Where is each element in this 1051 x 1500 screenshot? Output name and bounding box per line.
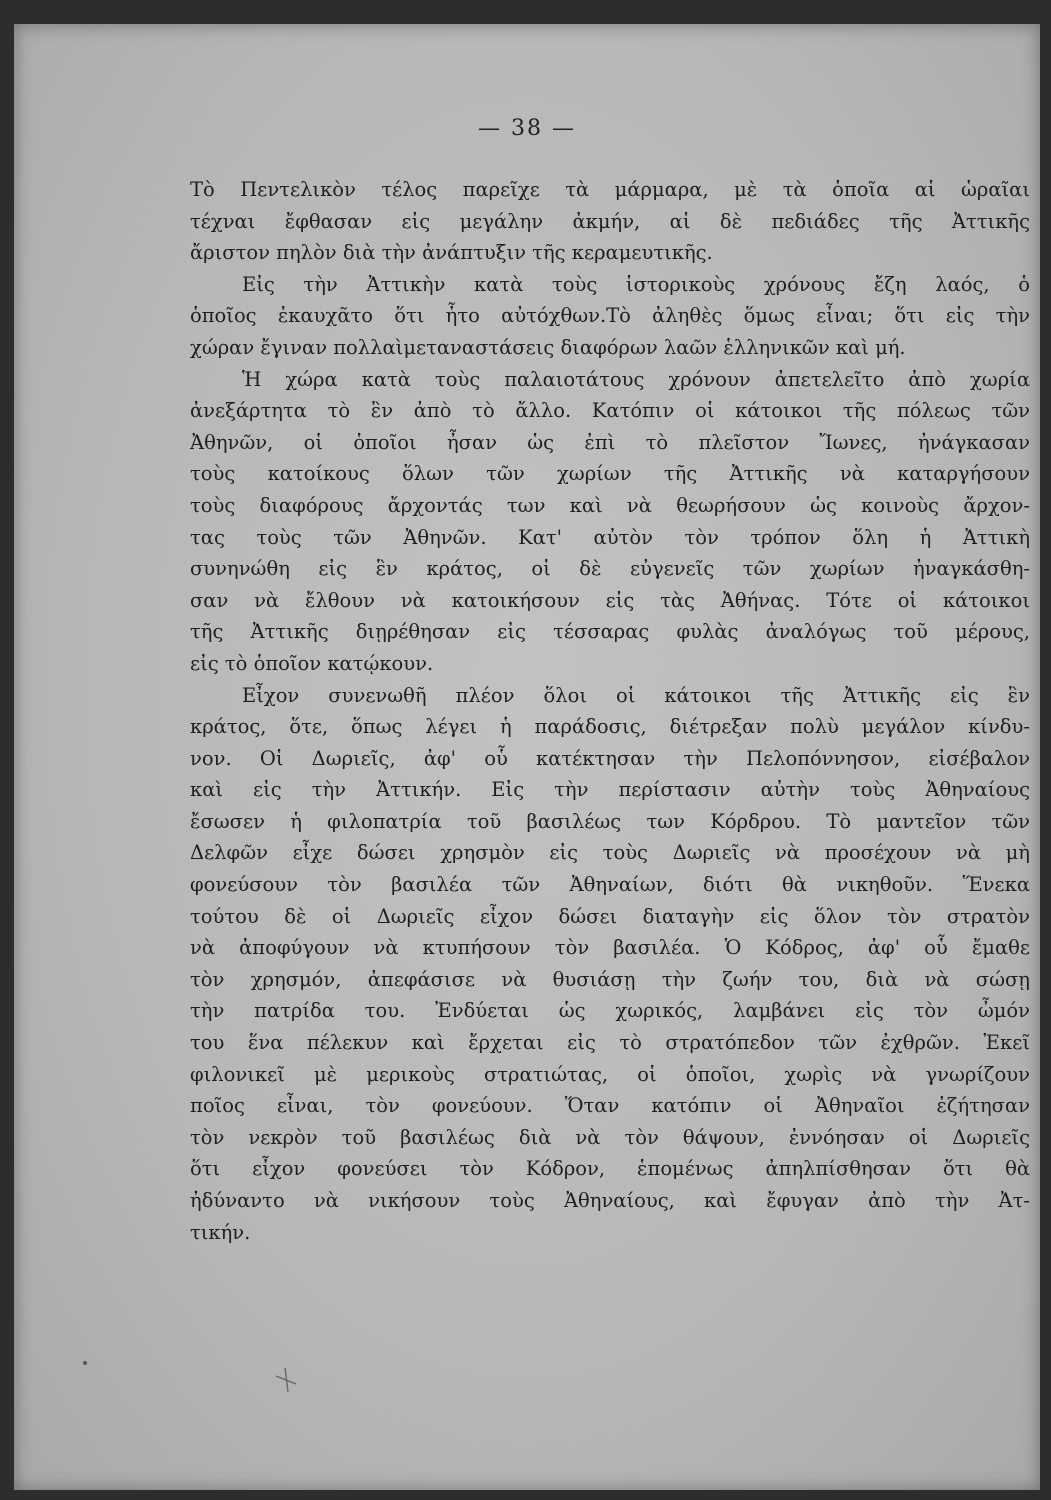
text-line: τούτου δὲ οἱ Δωριεῖς εἶχον δώσει διαταγὴν εἰς ὅλον τὸν στρατὸν — [190, 904, 1030, 928]
body-text — [190, 174, 1030, 1248]
text-line: τας τοὺς τῶν Ἀθηνῶν. Κατ' αὐτὸν τὸν τρόπον ὅλη ἡ Ἀττικὴ — [190, 525, 1030, 549]
text-line: τοὺς διαφόρους ἄρχοντάς των καὶ νὰ θεωρήσουν ὡς κοινοὺς ἄρχον- — [190, 493, 1030, 517]
text-line: Ἀθηνῶν, οἱ ὁποῖοι ἦσαν ὡς ἐπὶ τὸ πλεῖστον Ἴωνες, ἠνάγκασαν — [190, 430, 1030, 454]
text-line: ἄριστον πηλὸν διὰ τὴν ἀνάπτυξιν τῆς κεραμευτικῆς. — [190, 241, 713, 265]
text-line: κράτος, ὅτε, ὅπως λέγει ἡ παράδοσις, διέτρεξαν πολὺ μεγάλον κίνδυ- — [190, 715, 1030, 739]
text-line: του ἕνα πέλεκυν καὶ ἔρχεται εἰς τὸ στρατόπεδον τῶν ἐχθρῶν. Ἐκεῖ — [190, 1031, 1030, 1055]
text-line: τὸν νεκρὸν τοῦ βασιλέως διὰ νὰ τὸν θάψουν, ἐννόησαν οἱ Δωριεῖς — [190, 1125, 1030, 1149]
text-line: Δελφῶν εἶχε δώσει χρησμὸν εἰς τοὺς Δωριεῖς νὰ προσέχουν νὰ μὴ — [190, 841, 1030, 865]
text-line: τοὺς κατοίκους ὅλων τῶν χωρίων τῆς Ἀττικῆς νὰ καταργήσουν — [190, 462, 1030, 486]
text-line: τῆς Ἀττικῆς διῃρέθησαν εἰς τέσσαρας φυλὰς ἀναλόγως τοῦ μέρους, — [190, 620, 1030, 644]
text-line: ποῖος εἶναι, τὸν φονεύουν. Ὅταν κατόπιν οἱ Ἀθηναῖοι ἐζήτησαν — [190, 1094, 1030, 1118]
text-line: ἔσωσεν ἡ φιλοπατρία τοῦ βασιλέως των Κόρδρου. Τὸ μαντεῖον τῶν — [190, 809, 1030, 833]
page-number: — 38 — — [478, 116, 576, 141]
text-line: χώραν ἔγιναν πολλαὶμεταναστάσεις διαφόρων λαῶν ἑλληνικῶν καὶ μή. — [190, 335, 906, 359]
text-line: ἀνεξάρτητα τὸ ἓν ἀπὸ τὸ ἄλλο. Κατόπιν οἱ κάτοικοι τῆς πόλεως τῶν — [190, 399, 1030, 423]
handwritten-cross-mark-icon — [270, 1364, 300, 1394]
text-line: φονεύσουν τὸν βασιλέα τῶν Ἀθηναίων, διότι θὰ νικηθοῦν. Ἕνεκα — [190, 873, 1030, 897]
text-line: συνηνώθη εἰς ἓν κράτος, οἱ δὲ εὐγενεῖς τῶν χωρίων ἠναγκάσθη- — [190, 557, 1030, 581]
text-line: Τὸ Πεντελικὸν τέλος παρεῖχε τὰ μάρμαρα, μὲ τὰ ὁποῖα αἱ ὡραῖαι — [190, 178, 1030, 201]
text-line: τὴν πατρίδα του. Ἐνδύεται ὡς χωρικός, λαμβάνει εἰς τὸν ὦμόν — [190, 999, 1030, 1023]
text-line: νὰ ἀποφύγουν νὰ κτυπήσουν τὸν βασιλέα. Ὁ Κόδρος, ἀφ' οὗ ἔμαθε — [190, 936, 1030, 960]
book-page — [14, 24, 1040, 1490]
text-line: φιλονικεῖ μὲ μερικοὺς στρατιώτας, οἱ ὁποῖοι, χωρὶς νὰ γνωρίζουν — [190, 1062, 1030, 1086]
text-line: ὅτι εἶχον φονεύσει τὸν Κόδρον, ἑπομένως ἀπηλπίσθησαν ὅτι θὰ — [190, 1157, 1030, 1181]
text-line: ὁποῖος ἐκαυχᾶτο ὅτι ἦτο αὐτόχθων.Τὸ ἀληθὲς ὅμως εἶναι; ὅτι εἰς τὴν — [190, 304, 1030, 328]
dust-speck — [83, 1361, 87, 1365]
text-line: τέχναι ἔφθασαν εἰς μεγάλην ἀκμήν, αἱ δὲ πεδιάδες τῆς Ἀττικῆς — [190, 209, 1030, 233]
text-line: Εἰς τὴν Ἀττικὴν κατὰ τοὺς ἱστορικοὺς χρόνους ἔζη λαός, ὁ — [242, 272, 1030, 296]
text-line: τὸν χρησμόν, ἀπεφάσισε νὰ θυσιάσῃ τὴν ζωήν του, διὰ νὰ σώσῃ — [190, 967, 1030, 991]
text-line: σαν νὰ ἔλθουν νὰ κατοικήσουν εἰς τὰς Ἀθήνας. Τότε οἱ κάτοικοι — [190, 588, 1030, 612]
text-line: εἰς τὸ ὁποῖον κατῴκουν. — [190, 651, 434, 675]
text-line: Εἶχον συνενωθῆ πλέον ὅλοι οἱ κάτοικοι τῆς Ἀττικῆς εἰς ἓν — [242, 683, 1030, 707]
text-line: καὶ εἰς τὴν Ἀττικήν. Εἰς τὴν περίστασιν αὐτὴν τοὺς Ἀθηναίους — [190, 778, 1030, 802]
text-line: τικήν. — [190, 1220, 251, 1244]
text-line: νον. Οἱ Δωριεῖς, ἀφ' οὗ κατέκτησαν τὴν Πελοπόννησον, εἰσέβαλον — [190, 746, 1030, 770]
text-line: Ἡ χώρα κατὰ τοὺς παλαιοτάτους χρόνουν ἀπετελεῖτο ἀπὸ χωρία — [242, 367, 1030, 391]
text-line: ἠδύναντο νὰ νικήσουν τοὺς Ἀθηναίους, καὶ ἔφυγαν ἀπὸ τὴν Ἀτ- — [190, 1189, 1030, 1212]
